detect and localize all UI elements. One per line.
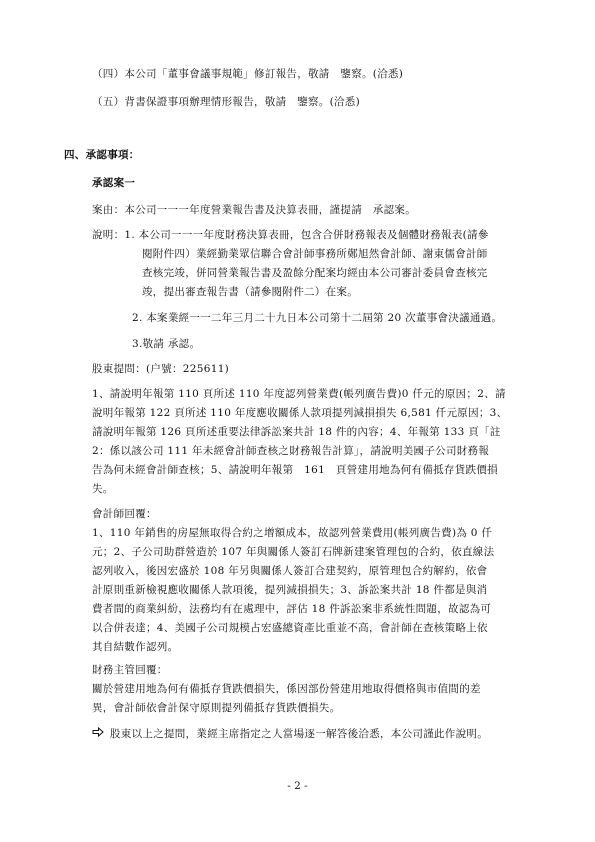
finance-reply-label: 財務主管回覆： [92,664,168,676]
accountant-reply-line: 認列收入，後因宏盛於 108 年另與關係人簽訂合建契約，原管理包合約解約，依會 [92,565,488,577]
explain-1-line-2: 閱附件四）業經勤業眾信聯合會計師事務所鄭旭然會計師、謝東儒會計師 [142,248,488,260]
section-heading: 四、承認事項： [64,149,140,161]
finance-reply-line: 關於營建用地為何有備抵存貨跌價損失，係因部份營建用地取得價格與市值間的差 [92,683,481,695]
accountant-reply-line: 元；2、子公司助群營造於 107 年與關係人簽訂石牌新建案管理包的合約，依直線法 [92,546,495,558]
report-item-5: （五）背書保證事項辦理情形報告，敬請 鑒察。(洽悉) [92,96,360,108]
closing-statement [92,727,488,741]
explain-1-line-4: 竣，提出審查報告書（請參閱附件二）在案。 [142,286,358,298]
explain-2: 2. 本案業經一一二年三月二十九日本公司第十二屆第 20 次董事會決議通過。 [132,312,503,324]
explain-1-line-3: 查核完竣，併同營業報告書及盈餘分配案均經由本公司審計委員會查核完 [142,267,488,279]
shareholder-question-line: 告為何未經會計師查核；5、請說明年報第 161 頁營建用地為何有備抵存貨跌價損 [92,464,498,476]
shareholder-question-line: 失。 [92,483,114,495]
shareholder-question-line: 說明年報第 122 頁所述 110 年度應收關係人款項提列減損損失 6,581 仟元原因；3、 [92,407,508,419]
accountant-reply-line: 計原則重新檢視應收關係人款項後，提列減損損失；3、訴訟案共計 18 件都是與消 [92,584,488,596]
accountant-reply-line: 1、110 年銷售的房屋無取得合約之增額成本，故認列營業費用(帳列廣告費)為 0 仟 [92,527,493,539]
shareholder-question-label: 股東提問：(户號：225611) [92,363,230,375]
finance-reply-line: 異，會計師依會計保守原則提列備抵存貨跌價損失。 [92,702,341,714]
case-title: 承認案一 [92,177,136,189]
accountant-reply-line: 費者間的商業糾紛，法務均有在處理中，評估 18 件訴訟案非系統性問題，故認為可 [92,603,492,615]
accountant-reply-line: 其自結數作認列。 [92,641,179,653]
explain-3: 3.敬請 承認。 [132,338,201,350]
report-item-4: （四）本公司「董事會議事規範」修訂報告，敬請 鑒察。(洽悉) [92,68,404,80]
shareholder-question-line: 請說明年報第 126 頁所述重要法律訴訟案共計 18 件的內容；4、年報第 133 頁「註 [92,426,501,438]
shareholder-question-line: 2：係以該公司 111 年未經會計師查核之財務報告計算」，請說明美國子公司財務報 [92,445,490,457]
arrow-right-icon [92,727,104,741]
accountant-reply-label: 會計師回覆： [92,508,157,520]
case-subject: 案由：本公司一一一年度營業報告書及決算表冊，謹提請 承認案。 [92,204,416,216]
shareholder-question-line: 1、請說明年報第 110 頁所述 110 年度認列營業費(帳列廣告費)0 仟元的原因；2、請 [92,388,506,400]
explain-1-line-1: 說明：1. 本公司一一一年度財務決算表冊，包含合併財務報表及個體財務報表(請參 [92,229,489,241]
page-number: - 2 - [287,780,308,792]
closing-text: 股東以上之提問，業經主席指定之人當場逐一解答後洽悉，本公司謹此作說明。 [110,728,488,740]
accountant-reply-line: 以合併表達；4、美國子公司規模占宏盛總資產比重並不高，會計師在查核策略上依 [92,622,488,634]
